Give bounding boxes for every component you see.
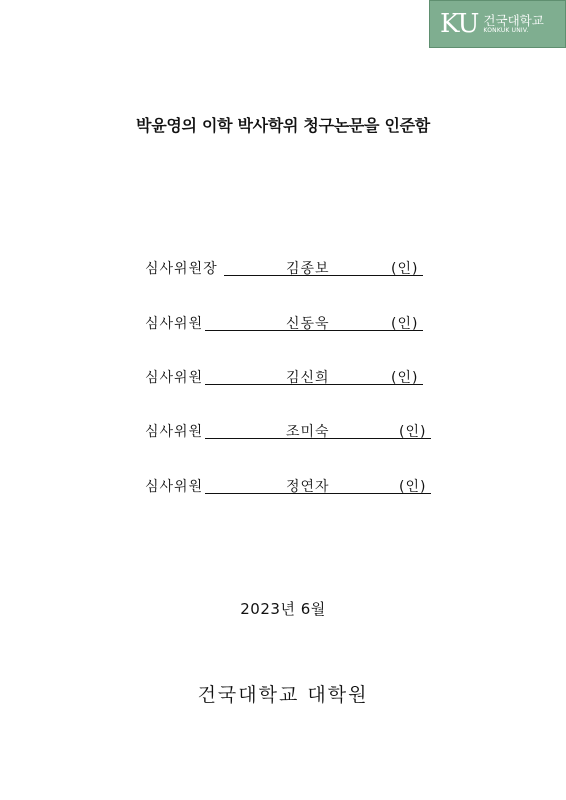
committee-name: 김종보: [286, 261, 330, 277]
seal-mark: (인): [399, 424, 427, 440]
committee-role: 심사위원: [145, 316, 204, 332]
logo-english-name: KONKUK UNIV.: [483, 26, 529, 34]
committee-row-chair: [145, 258, 425, 278]
committee-role: 심사위원: [145, 479, 204, 495]
seal-mark: (인): [391, 316, 419, 332]
seal-mark: (인): [391, 261, 419, 277]
logo-mark: KU: [440, 9, 479, 39]
committee-role: 심사위원장: [145, 261, 218, 277]
committee-name: 김신희: [286, 370, 330, 386]
committee-row-member: [145, 476, 435, 496]
committee-name: 조미숙: [286, 424, 330, 440]
committee-row-member: [145, 367, 425, 387]
committee-row-member: [145, 313, 425, 333]
approval-title: 박윤영의 이학 박사학위 청구논문을 인준함: [136, 116, 430, 135]
seal-mark: (인): [391, 370, 419, 386]
committee-row-member: [145, 421, 435, 441]
committee-name: 정연자: [286, 479, 330, 495]
committee-role: 심사위원: [145, 424, 204, 440]
approval-date: 2023년 6월: [240, 600, 326, 618]
committee-name: 신동욱: [286, 316, 330, 332]
seal-mark: (인): [399, 479, 427, 495]
institution-name: 건국대학교 대학원: [197, 684, 369, 706]
committee-role: 심사위원: [145, 370, 204, 386]
logo-korean-name: 건국대학교: [483, 12, 544, 28]
